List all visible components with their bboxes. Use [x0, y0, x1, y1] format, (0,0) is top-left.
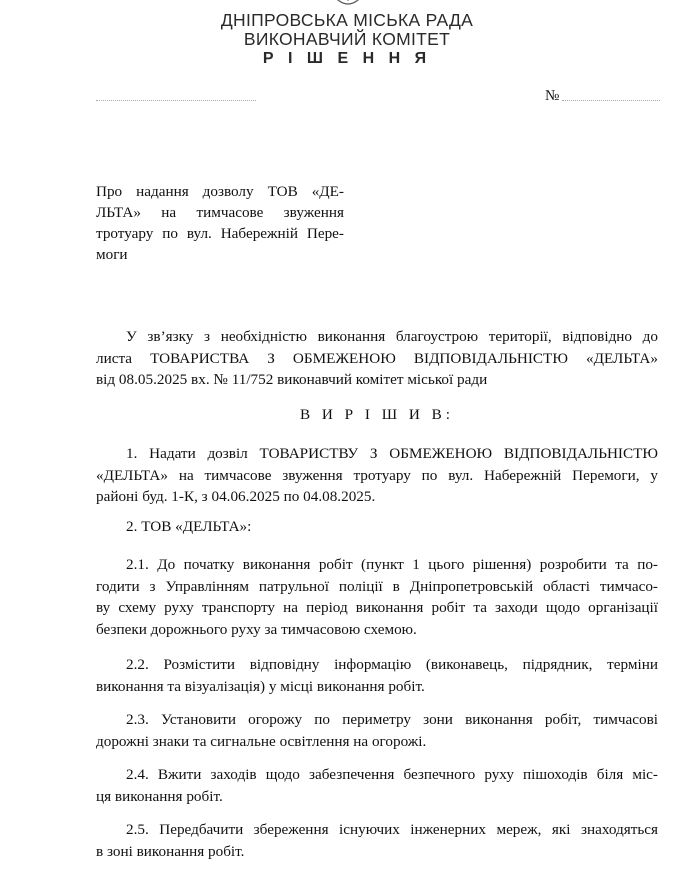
item-line: 2.5. Передбачити збереження існуючих інженерних мереж, які знаходяться — [126, 821, 658, 838]
subject-line: Про надання дозволу ТОВ «ДЕ- — [96, 183, 344, 200]
preamble — [96, 326, 658, 391]
item-line: годити з Управлінням патрульної поліції в Дніпропетровській області тимчасо- — [96, 577, 658, 595]
item-line: 2. ТОВ «ДЕЛЬТА»: — [126, 518, 252, 535]
item-2-4 — [96, 764, 658, 807]
item-line: районі буд. 1-К, з 04.06.2025 по 04.08.2025. — [96, 488, 376, 505]
item-line: 2.2. Розмістити відповідну інформацію (виконавець, підрядник, терміни — [126, 656, 658, 673]
item-line: 1. Надати дозвіл ТОВАРИСТВУ З ОБМЕЖЕНОЮ ВІДПОВІДАЛЬНІСТЮ — [126, 445, 658, 462]
council-name: ДНІПРОВСЬКА МІСЬКА РАДА — [220, 10, 474, 30]
item-line: 2.4. Вжити заходів щодо забезпечення безпечного руху пішоходів біля міс- — [126, 766, 658, 783]
item-line: 2.3. Установити огорожу по периметру зони виконання робіт, тимчасові — [126, 711, 658, 728]
item-2-3 — [96, 709, 658, 752]
preamble-line: листа ТОВАРИСТВА З ОБМЕЖЕНОЮ ВІДПОВІДАЛЬНІСТЮ «ДЕЛЬТА» — [96, 349, 658, 367]
item-2 — [96, 516, 658, 538]
item-line: безпеки дорожнього руху за тимчасовою схемою. — [96, 620, 417, 638]
item-line: ву схему руху транспорту на період виконання робіт та заходи щодо організації — [96, 599, 658, 616]
subject-line: ЛЬТА» на тимчасове звуження — [96, 204, 344, 221]
item-line: 2.1. До початку виконання робіт (пункт 1 цього рішення) розробити та по- — [126, 556, 658, 573]
item-2-5 — [96, 819, 658, 862]
item-2-1 — [96, 554, 658, 640]
coat-of-arms-icon — [335, 0, 361, 6]
item-line: ця виконання робіт. — [96, 787, 223, 805]
date-field-line — [96, 100, 256, 101]
committee-name: ВИКОНАВЧИЙ КОМІТЕТ — [243, 29, 451, 49]
decided-heading: В И Р І Ш И В: — [299, 406, 455, 423]
document-type-title: Р І Ш Е Н Н Я — [262, 50, 432, 67]
item-line: виконання та візуалізація) у місці виконання робіт. — [96, 677, 425, 695]
number-sign: № — [545, 88, 560, 104]
preamble-line: від 08.05.2025 вх. № 11/752 виконавчий комітет міської ради — [96, 371, 488, 388]
number-field-line — [562, 100, 660, 101]
item-line: дорожні знаки та сигнальне освітлення на огорожі. — [96, 732, 427, 750]
subject-line: моги — [96, 246, 128, 263]
decision-subject — [96, 181, 344, 265]
item-line: в зоні виконання робіт. — [96, 842, 245, 860]
item-line: «ДЕЛЬТА» на тимчасове звуження тротуару по вул. Набережній Перемоги, у — [96, 466, 658, 484]
item-1 — [96, 443, 658, 508]
item-2-2 — [96, 654, 658, 697]
preamble-line: У зв’язку з необхідністю виконання благоустрою території, відповідно до — [126, 328, 658, 345]
subject-line: тротуару по вул. Набережній Пере- — [96, 225, 344, 242]
